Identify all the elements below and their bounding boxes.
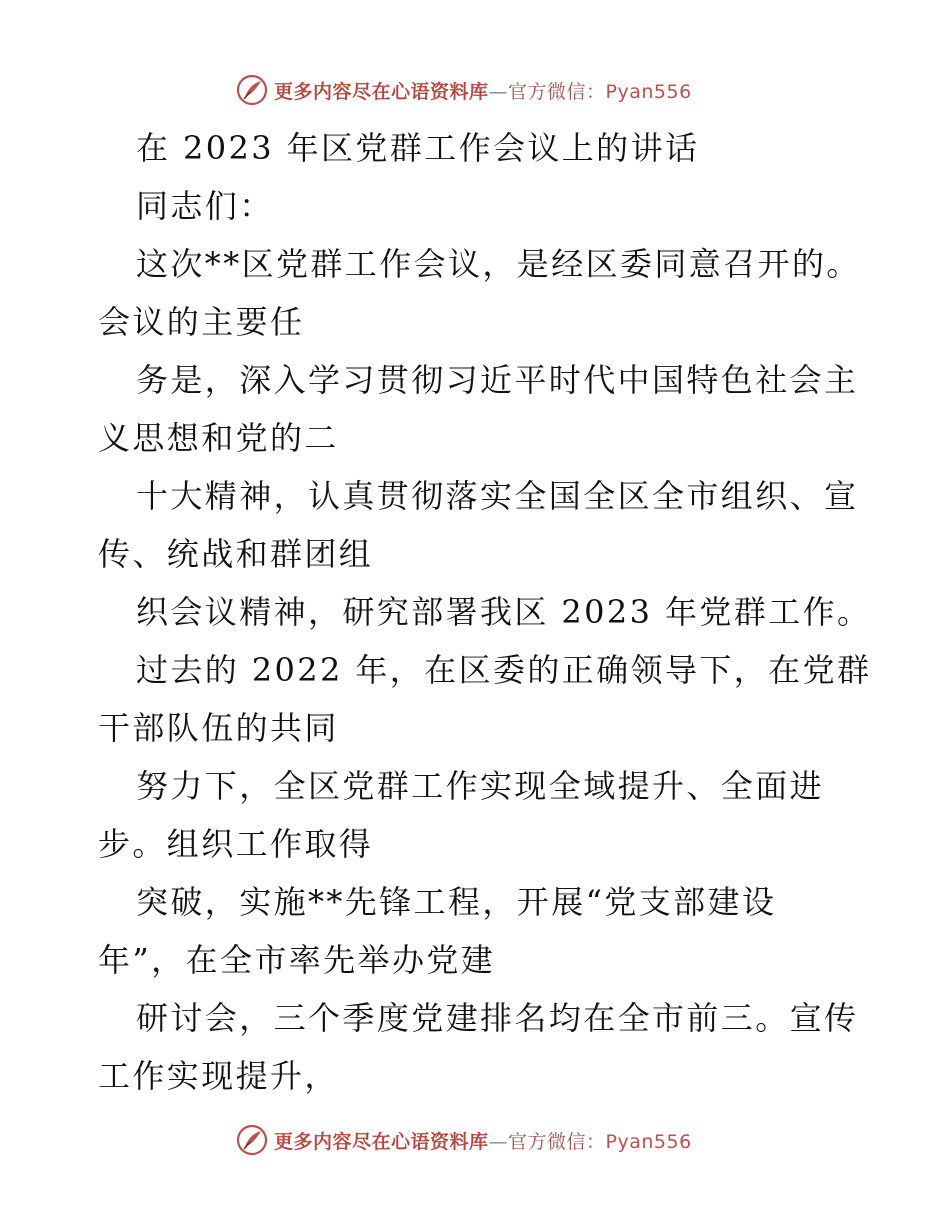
text-line: 步。组织工作取得	[98, 825, 374, 863]
text-line: 会议的主要任	[98, 303, 305, 341]
watermark-account: Pyan556	[605, 80, 692, 103]
text-line: 十大精神，认真贯彻落实全国全区全市组织、宣	[136, 477, 859, 515]
text-line: 干部队伍的共同	[98, 709, 339, 747]
watermark-prefix: 更多内容尽在心语资料库	[274, 1130, 489, 1153]
text-line: 织会议精神，研究部署我区 2023 年党群工作。	[136, 593, 872, 631]
footer-watermark	[236, 1124, 692, 1156]
header-watermark	[236, 74, 692, 106]
watermark-dash: —	[488, 1130, 509, 1153]
watermark-prefix: 更多内容尽在心语资料库	[274, 80, 489, 103]
text-line: 工作实现提升，	[98, 1057, 339, 1095]
text-line: 义思想和党的二	[98, 419, 339, 457]
text-line: 努力下，全区党群工作实现全域提升、全面进	[136, 767, 825, 805]
text-line: 年”，在全市率先举办党建	[98, 941, 496, 979]
feather-pen-logo-icon	[236, 1124, 268, 1156]
watermark-text	[274, 77, 692, 104]
text-line: 突破，实施**先锋工程，开展“党支部建设	[136, 883, 777, 921]
watermark-middle: 官方微信：	[508, 80, 606, 103]
watermark-account: Pyan556	[605, 1130, 692, 1153]
text-line: 过去的 2022 年，在区委的正确领导下，在党群	[136, 651, 872, 689]
watermark-text	[274, 1127, 692, 1154]
text-line: 传、统战和群团组	[98, 535, 374, 573]
text-line: 这次**区党群工作会议，是经区委同意召开的。	[136, 245, 861, 283]
salutation: 同志们：	[136, 187, 274, 225]
watermark-dash: —	[488, 80, 509, 103]
text-line: 务是，深入学习贯彻习近平时代中国特色社会主	[136, 361, 859, 399]
watermark-middle: 官方微信：	[508, 1130, 606, 1153]
document-title: 在 2023 年区党群工作会议上的讲话	[136, 129, 700, 167]
text-line: 研讨会，三个季度党建排名均在全市前三。宣传	[136, 999, 859, 1037]
feather-pen-logo-icon	[236, 74, 268, 106]
